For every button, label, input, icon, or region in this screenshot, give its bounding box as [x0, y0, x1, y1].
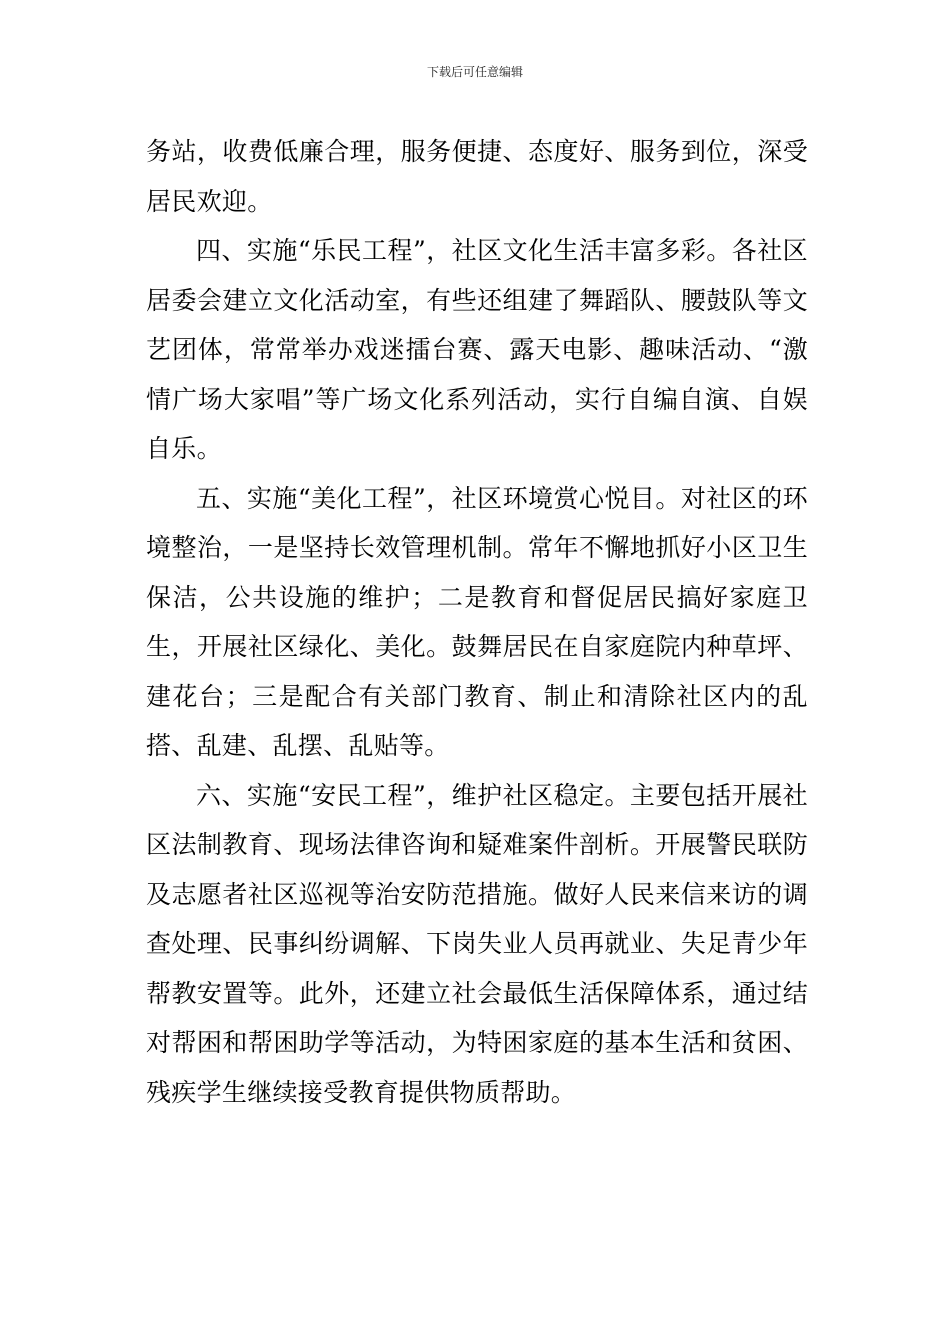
paragraph-five: 五、实施“美化工程”，社区环境赏心悦目。对社区的环境整治，一是坚持长效管理机制。常年不懈地抓好小区卫生保洁，公共设施的维护；二是教育和督促居民搞好家庭卫生，开展社区绿化、美化。鼓舞居民在自家庭院内种草坪、建花台；三是配合有关部门教育、制止和清除社区内的乱搭、乱建、乱摆、乱贴等。	[146, 483, 808, 760]
document-body	[146, 127, 808, 1117]
page-header: 下载后可任意编辑	[426, 65, 523, 79]
paragraph-four: 四、实施“乐民工程”，社区文化生活丰富多彩。各社区居委会建立文化活动室，有些还组建了舞蹈队、腰鼓队等文艺团体，常常举办戏迷擂台赛、露天电影、趣味活动、“激情广场大家唱”等广场文化系列活动，实行自编自演、自娱自乐。	[146, 236, 808, 463]
paragraph-continuation: 务站，收费低廉合理，服务便捷、态度好、服务到位，深受居民欢迎。	[146, 137, 808, 216]
paragraph-six: 六、实施“安民工程”，维护社区稳定。主要包括开展社区法制教育、现场法律咨询和疑难案件剖析。开展警民联防及志愿者社区巡视等治安防范措施。做好人民来信来访的调查处理、民事纠纷调解、下岗失业人员再就业、失足青少年帮教安置等。此外，还建立社会最低生活保障体系，通过结对帮困和帮困助学等活动，为特困家庭的基本生活和贫困、残疾学生继续接受教育提供物质帮助。	[146, 780, 808, 1107]
